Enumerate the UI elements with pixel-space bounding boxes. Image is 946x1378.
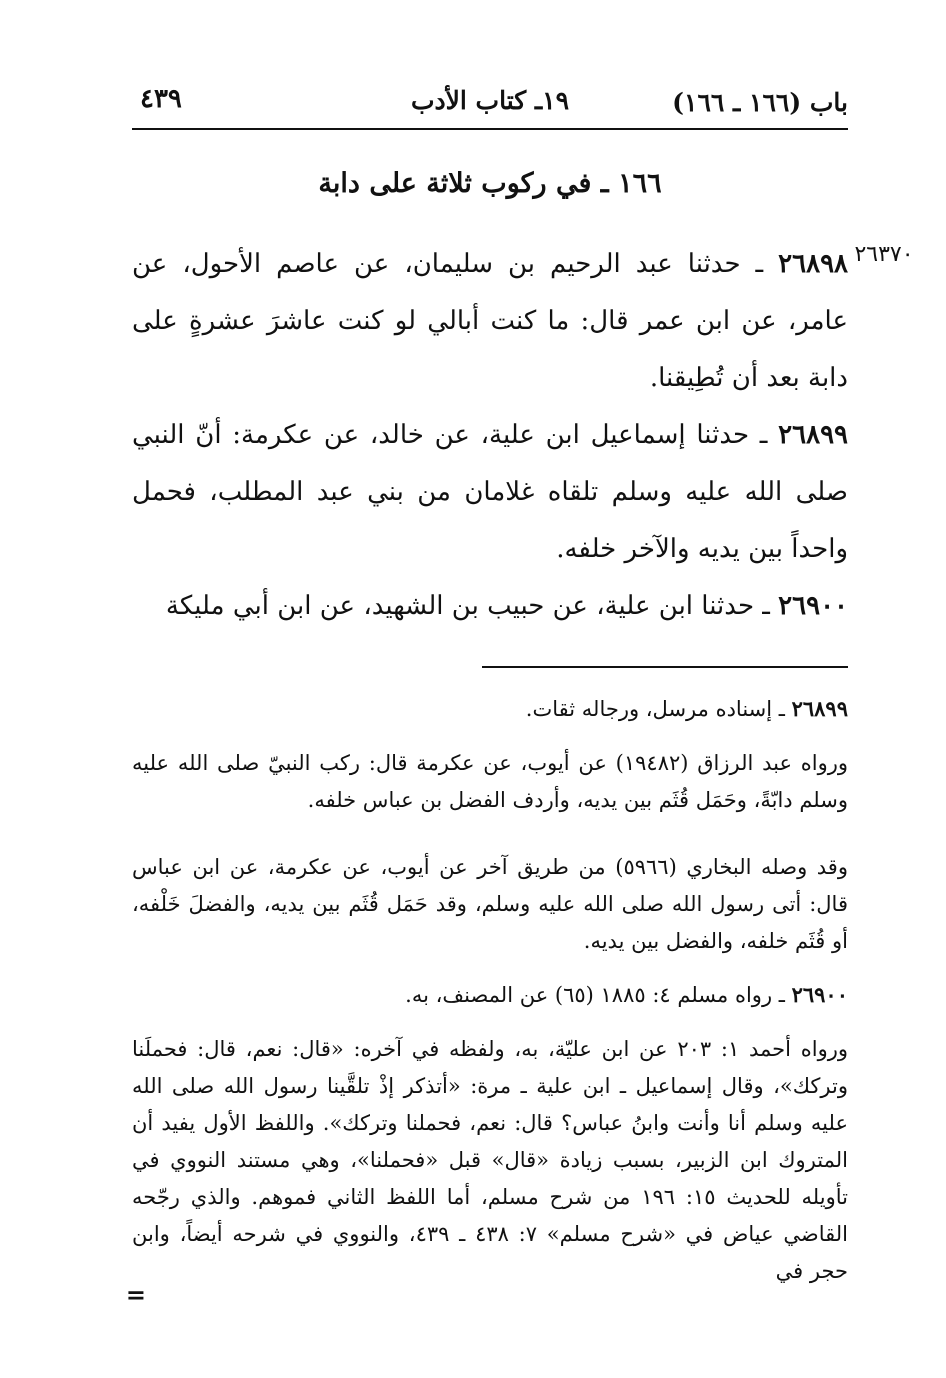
footnote-separator (482, 666, 848, 668)
chapter-title: ١٦٦ ـ في ركوب ثلاثة على دابة (318, 168, 662, 199)
footnote-text: ـ رواه مسلم ٤: ١٨٨٥ (٦٥) عن المصنف، به. (405, 983, 792, 1007)
footnote-text: ورواه أحمد ١: ٢٠٣ عن ابن عليّة، به، ولفظه في آخره: «قال: نعم، قال: فحملَنا وتركك»، وقال إسماعيل ـ ابن علية ـ مرة: «أتذكر إذْ تلقَّينا رسول الله صلى الله عليه وسلم أنا وأنت وابنُ عباس؟ قال: نعم، فحملنا وتركك». واللفظ الأول يفيد أن المتروك ابن الزبير، بسبب زيادة «قال» قبل «فحملنا»، وهي مستند النووي في تأويله للحديث ١٥: ١٩٦ من شرح مسلم، أما اللفظ الثاني فموهم. والذي رجّحه القاضي عياض في «شرح مسلم» ٧: ٤٣٨ ـ ٤٣٩، والنووي في شرحه أيضاً، وابن حجر في (132, 1037, 849, 1283)
hadith-number: ٢٦٩٠٠ (778, 591, 848, 621)
footnote-number: ٢٦٨٩٩ (791, 696, 848, 721)
hadith-text: ـ حدثنا ابن علية، عن حبيب بن الشهيد، عن ابن أبي مليكة (165, 591, 779, 621)
footnote-text: ورواه عبد الرزاق (١٩٤٨٢) عن أيوب، عن عكرمة قال: ركب النبيّ صلى الله عليه وسلم دابّةً، وحَمَل قُثَم بين يديه، وأردف الفضل بن عباس خلفه. (132, 751, 848, 812)
margin-cross-reference-number: ٢٦٣٧٠ (854, 242, 914, 267)
hadith-number: ٢٦٨٩٩ (778, 420, 848, 450)
hadith-paragraph (132, 236, 848, 407)
running-header-section-range: باب (١٦٦ ـ ١٦٦) (672, 88, 848, 117)
running-header-book-title: ١٩ـ كتاب الأدب (410, 86, 570, 115)
page-number: ٤٣٩ (140, 84, 182, 114)
footnote-text: وقد وصله البخاري (٥٩٦٦) من طريق آخر عن أيوب، عن عكرمة، عن ابن عباس قال: أتى رسول الله صلى الله عليه وسلم، وقد حَمَل قُثَم بين يديه، والفضلَ خَلْفه، أو قُثَم خلفه، والفضل بين يديه. (132, 855, 848, 953)
continuation-mark: = (125, 1280, 146, 1309)
footnote (132, 848, 848, 960)
hadith-number: ٢٦٨٩٨ (778, 249, 848, 279)
footnote (132, 690, 848, 728)
footnote (132, 1030, 848, 1290)
header-rule (132, 128, 848, 130)
footnote-text: ـ إسناده مرسل، ورجاله ثقات. (525, 697, 792, 721)
footnote-number: ٢٦٩٠٠ (791, 982, 848, 1007)
hadith-text: ـ حدثنا عبد الرحيم بن سليمان، عن عاصم الأحول، عن عامر، عن ابن عمر قال: ما كنت أبالي لو كنت عاشرَ عشرةٍ على دابة بعد أن تُطِيقنا. (132, 249, 848, 393)
hadith-text: ـ حدثنا إسماعيل ابن علية، عن خالد، عن عكرمة: أنّ النبي صلى الله عليه وسلم تلقاه غلامان من بني عبد المطلب، فحمل واحداً بين يديه والآخر خلفه. (132, 420, 848, 564)
footnote (132, 976, 848, 1014)
footnote (132, 744, 848, 819)
hadith-paragraph (132, 407, 848, 578)
hadith-paragraph (132, 578, 848, 635)
